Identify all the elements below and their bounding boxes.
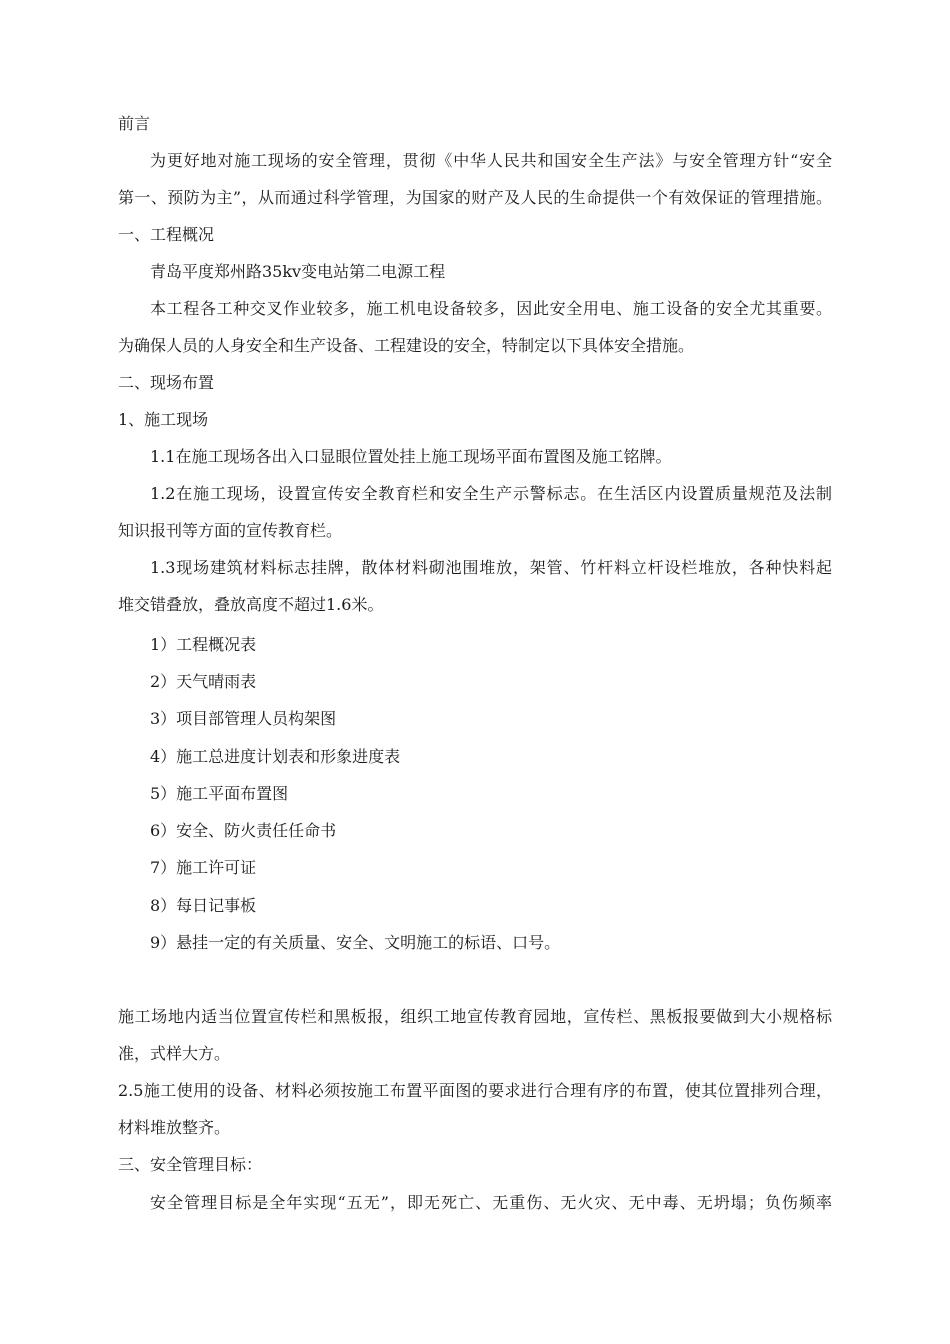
board-paragraph-line: 准，式样大方。 <box>118 1044 231 1063</box>
subsection-heading-site: 1、施工现场 <box>118 410 209 429</box>
preface-heading: 前言 <box>118 114 151 133</box>
preface-paragraph-line: 第一、预防为主”，从而通过科学管理，为国家的财产及人民的生命提供一个有效保证的管理措施。 <box>118 188 832 207</box>
list-item: 9）悬挂一定的有关质量、安全、文明施工的标语、口号。 <box>150 933 561 952</box>
board-paragraph-line: 施工场地内适当位置宣传栏和黑板报，组织工地宣传教育园地，宣传栏、黑板报要做到大小规格标 <box>118 1007 832 1026</box>
clause-1-3-line: 1.3现场建筑材料标志挂牌，散体材料砌池围堆放，架管、竹杆料立杆设栏堆放，各种快料起 <box>150 558 832 577</box>
list-item: 2）天气晴雨表 <box>150 672 257 691</box>
list-item: 7）施工许可证 <box>150 858 257 877</box>
section-heading-overview: 一、工程概况 <box>118 225 215 244</box>
list-item: 4）施工总进度计划表和形象进度表 <box>150 747 401 766</box>
list-item: 6）安全、防火责任任命书 <box>150 821 337 840</box>
safety-goals-paragraph-line: 安全管理目标是全年实现“五无”，即无死亡、无重伤、无火灾、无中毒、无坍塌；负伤频率 <box>150 1193 832 1212</box>
list-item: 8）每日记事板 <box>150 896 257 915</box>
section-heading-safety-goals: 三、安全管理目标： <box>118 1155 263 1174</box>
clause-2-5-line: 材料堆放整齐。 <box>118 1118 231 1137</box>
clause-1-3-line: 堆交错叠放，叠放高度不超过1.6米。 <box>118 595 384 614</box>
list-item: 5）施工平面布置图 <box>150 784 289 803</box>
clause-1-2-line: 1.2在施工现场，设置宣传安全教育栏和安全生产示警标志。在生活区内设置质量规范及法制 <box>150 484 832 503</box>
clause-1-2-line: 知识报刊等方面的宣传教育栏。 <box>118 521 343 540</box>
preface-paragraph-line: 为更好地对施工现场的安全管理，贯彻《中华人民共和国安全生产法》与安全管理方针“安全 <box>150 151 832 170</box>
overview-paragraph-line: 本工程各工种交叉作业较多，施工机电设备较多，因此安全用电、施工设备的安全尤其重要。 <box>150 299 832 318</box>
list-item: 1）工程概况表 <box>150 635 257 654</box>
clause-1-1: 1.1在施工现场各出入口显眼位置处挂上施工现场平面布置图及施工铭牌。 <box>150 447 672 466</box>
project-name: 青岛平度郑州路35kv变电站第二电源工程 <box>150 262 446 281</box>
list-item: 3）项目部管理人员构架图 <box>150 709 337 728</box>
overview-paragraph-line: 为确保人员的人身安全和生产设备、工程建设的安全，特制定以下具体安全措施。 <box>118 336 695 355</box>
section-heading-layout: 二、现场布置 <box>118 373 215 392</box>
clause-2-5-line: 2.5施工使用的设备、材料必须按施工布置平面图的要求进行合理有序的布置，使其位置排列合理， <box>118 1081 832 1100</box>
